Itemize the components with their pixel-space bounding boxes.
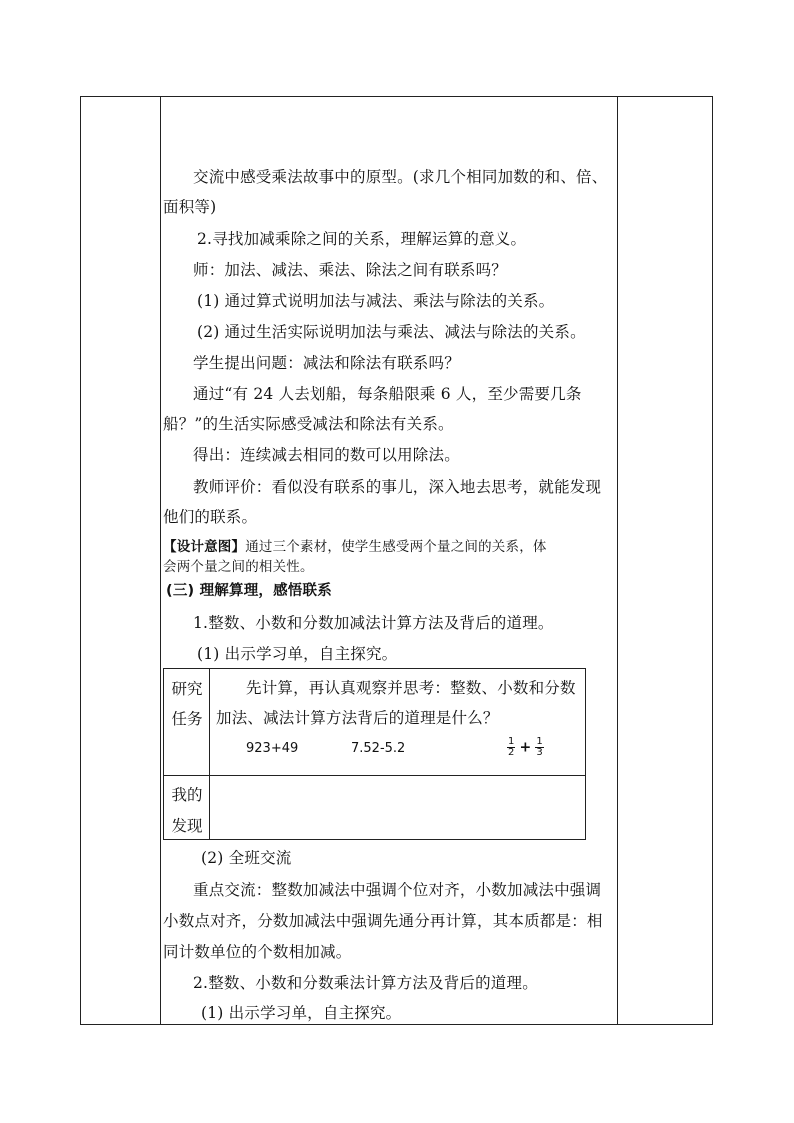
design-intent-label: 【设计意图】: [163, 539, 246, 555]
worksheet-table: [163, 668, 586, 840]
paragraph-12: (2) 全班交流: [201, 849, 292, 867]
column-divider-right: [617, 97, 618, 1024]
paragraph-14: 2.整数、小数和分数乘法计算方法及背后的道理。: [193, 974, 538, 992]
column-divider-left: [160, 97, 161, 1024]
paragraph-13-line-2: 小数点对齐，分数加减法中强调先通分再计算，其本质都是：相: [163, 912, 603, 930]
paragraph-7-line-1: 通过“有 24 人去划船，每条船限乘 6 人，至少需要几条: [193, 385, 582, 403]
paragraph-11: (1) 出示学习单，自主探究。: [197, 645, 398, 663]
task-label-line-1: 研究: [171, 680, 203, 698]
expression-fraction: [507, 737, 544, 758]
paragraph-15: (1) 出示学习单，自主探究。: [201, 1004, 402, 1022]
section-heading: (三) 理解算理，感悟联系: [166, 583, 332, 599]
task-text-line-1: 先计算，再认真观察并思考：整数、小数和分数: [246, 679, 576, 697]
fraction-one-half: $\frac{1}{2}$: [508, 736, 515, 758]
expression-integer: 923+49: [246, 741, 299, 756]
worksheet-row-divider: [164, 775, 585, 776]
paragraph-5: (2) 通过生活实际说明加法与乘法、减法与除法的关系。: [197, 323, 586, 341]
design-intent-line-1: [163, 537, 547, 557]
paragraph-13-line-3: 同计数单位的个数相加减。: [163, 943, 352, 961]
worksheet-column-divider: [209, 669, 210, 839]
paragraph-9-line-2: 他们的联系。: [163, 508, 258, 526]
expression-decimal: 7.52-5.2: [351, 741, 406, 756]
task-text-line-2: 加法、减法计算方法背后的道理是什么？: [216, 709, 499, 727]
fraction-one-third: $\frac{1}{3}$: [536, 736, 543, 758]
finding-label-line-2: 发现: [171, 817, 203, 835]
paragraph-13-line-1: 重点交流：整数加减法中强调个位对齐，小数加减法中强调: [193, 881, 602, 899]
design-intent-text: 通过三个素材，使学生感受两个量之间的关系，体: [245, 539, 547, 555]
paragraph-9-line-1: 教师评价：看似没有联系的事儿，深入地去思考，就能发现: [193, 478, 602, 496]
paragraph-10: 1.整数、小数和分数加减法计算方法及背后的道理。: [193, 614, 554, 632]
paragraph-1-line-2: 面积等): [163, 198, 217, 216]
task-label-line-2: 任务: [171, 710, 203, 728]
paragraph-7-line-2: 船？”的生活实际感受减法和除法有关系。: [163, 415, 454, 433]
paragraph-6: 学生提出问题：减法和除法有联系吗？: [193, 354, 460, 372]
paragraph-4: (1) 通过算式说明加法与减法、乘法与除法的关系。: [197, 292, 555, 310]
finding-label-line-1: 我的: [171, 786, 203, 804]
design-intent-line-2: 会两个量之间的相关性。: [163, 559, 314, 575]
paragraph-3: 师：加法、减法、乘法、除法之间有联系吗？: [193, 261, 508, 279]
paragraph-8: 得出：连续减去相同的数可以用除法。: [193, 446, 460, 464]
paragraph-2: 2.寻找加减乘除之间的关系，理解运算的意义。: [197, 230, 527, 248]
plus-sign: +: [519, 739, 532, 756]
paragraph-1-line-1: 交流中感受乘法故事中的原型。(求几个相同加数的和、倍、: [193, 168, 608, 186]
